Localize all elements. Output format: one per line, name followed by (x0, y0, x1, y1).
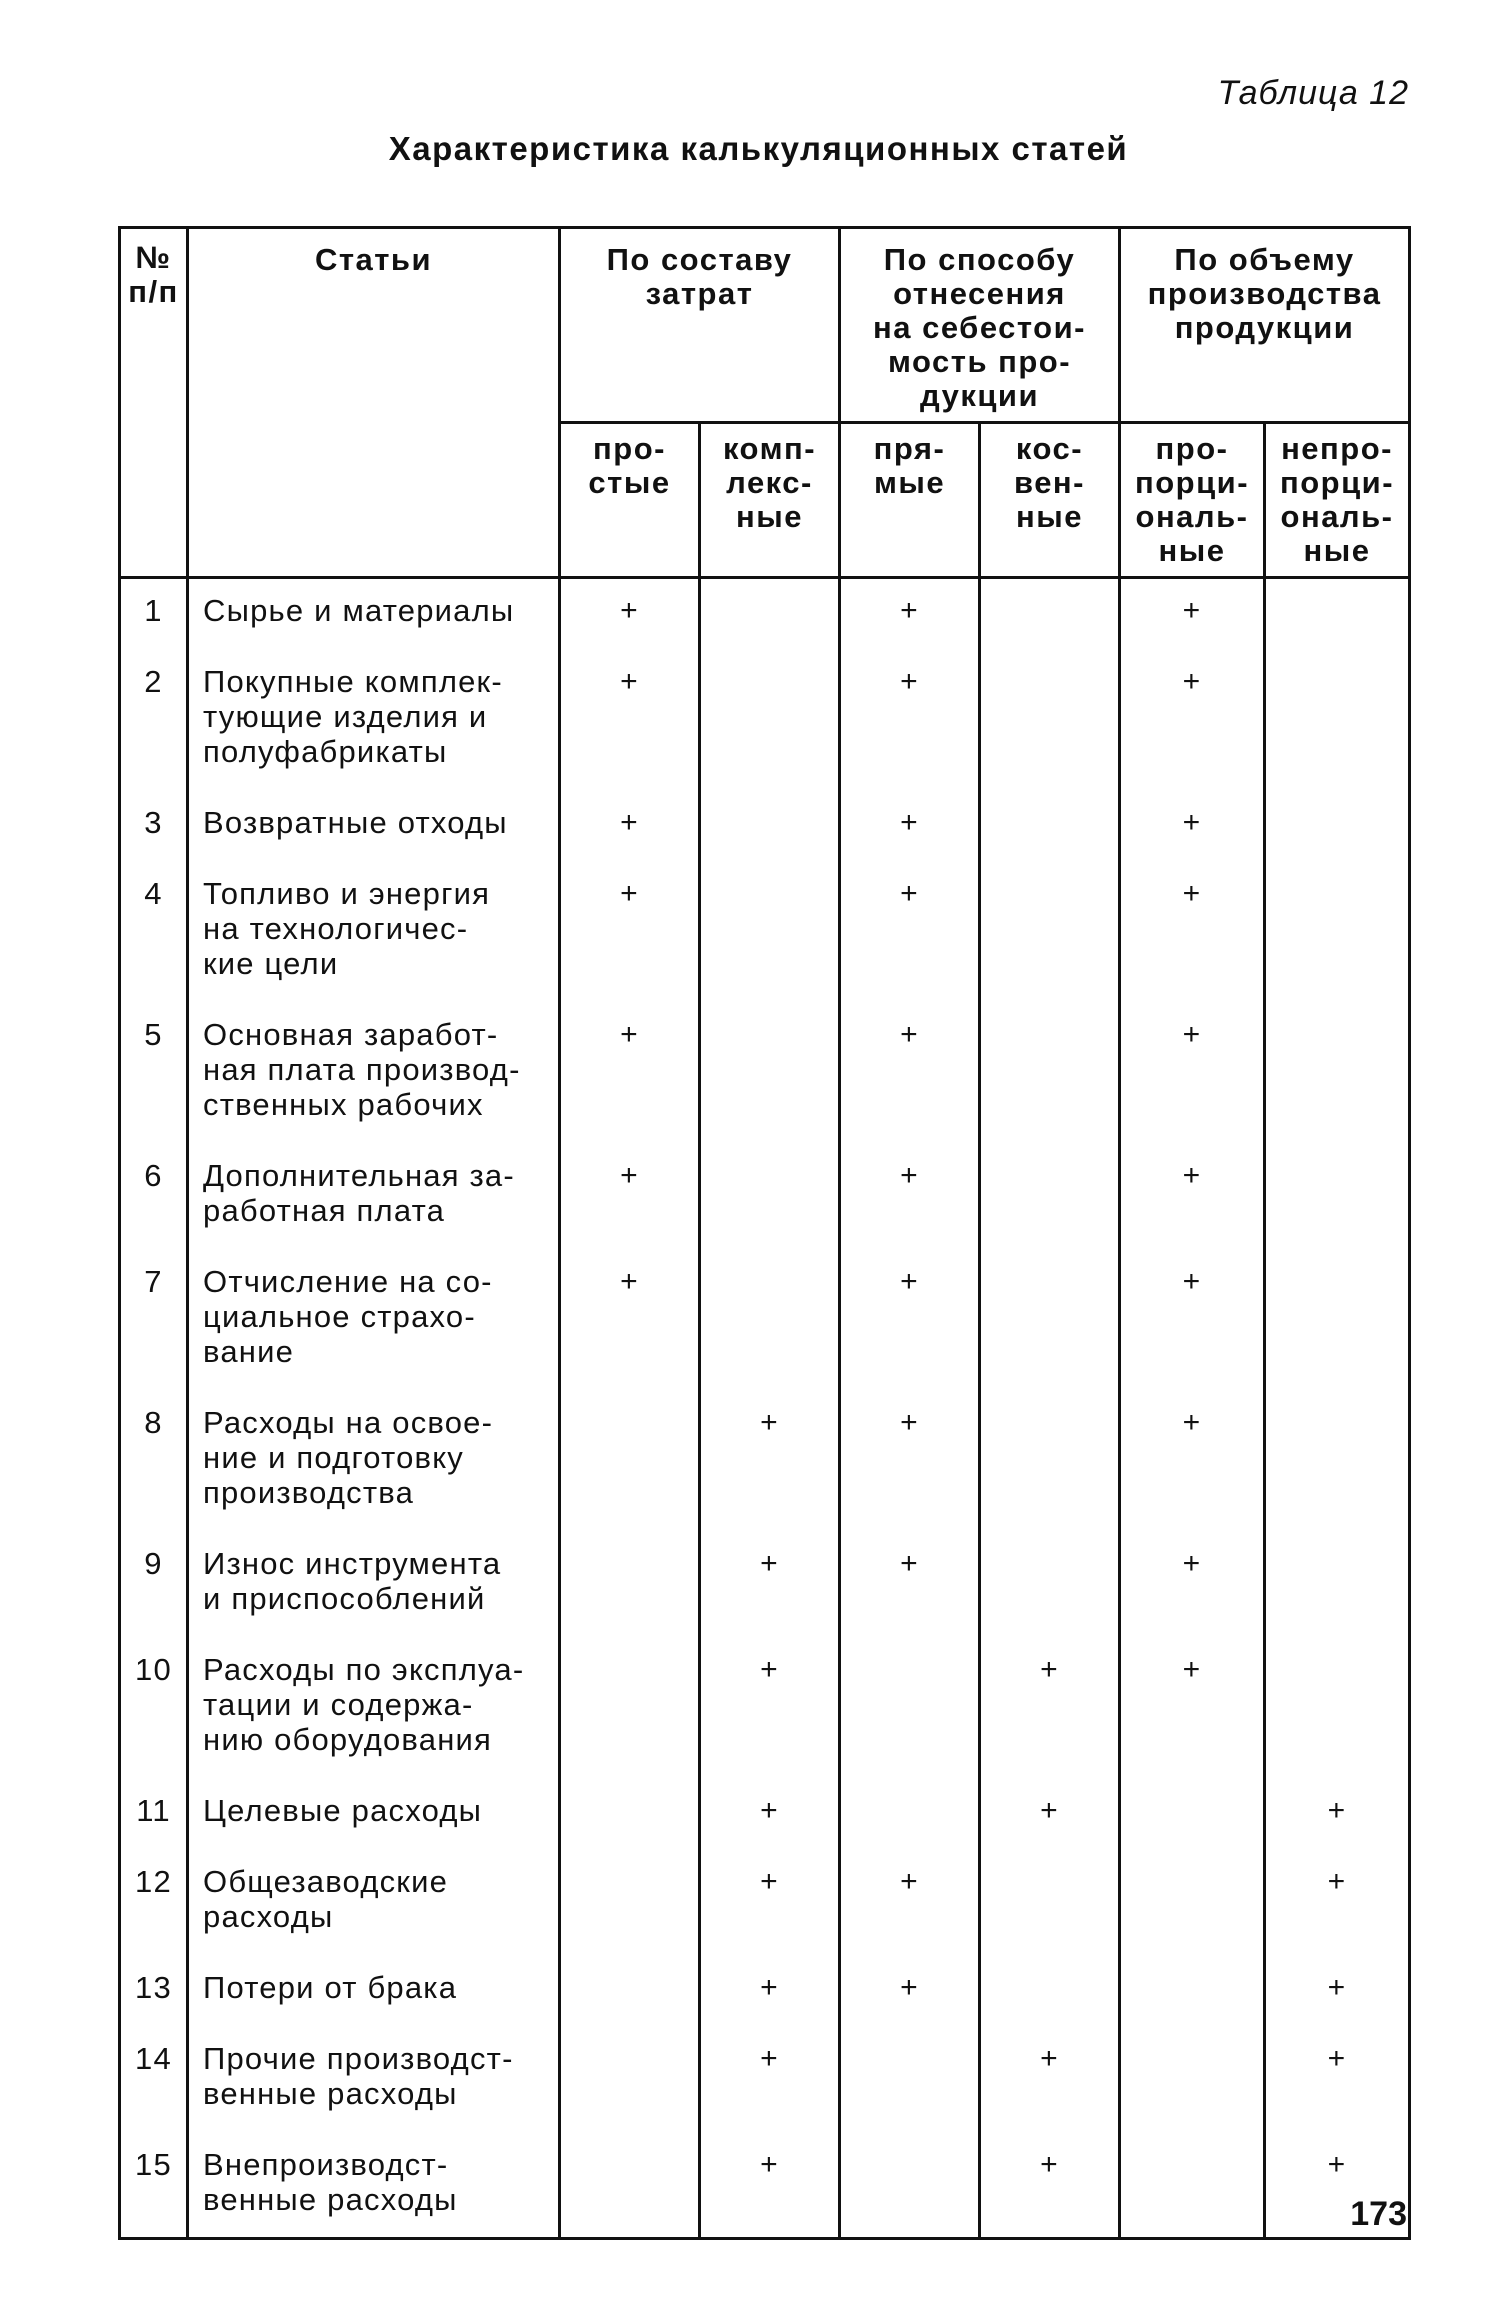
header-line: про- (593, 431, 666, 466)
header-line: порци- (1134, 465, 1250, 500)
table-row (120, 654, 1410, 795)
article-name (188, 1254, 560, 1395)
article-name-line: расходы (203, 1899, 334, 1934)
article-name (188, 1783, 560, 1854)
mark-indirect: + (980, 1783, 1120, 1854)
row-number: 13 (120, 1960, 188, 2031)
mark-complex (700, 1254, 840, 1395)
row-number: 6 (120, 1148, 188, 1254)
article-name-line: ственных рабочих (203, 1087, 484, 1122)
article-name-line: венные расходы (203, 2182, 458, 2217)
header-line: ональ- (1135, 499, 1249, 534)
article-name (188, 654, 560, 795)
table-row (120, 578, 1410, 655)
header-group-allocation-method (840, 228, 1120, 423)
header-num-line: № (135, 240, 172, 275)
header-line: ные (1303, 533, 1371, 568)
row-number: 15 (120, 2137, 188, 2239)
article-name-line: и приспособлений (203, 1581, 486, 1616)
article-name-line: Прочие производст- (203, 2041, 514, 2076)
mark-complex: + (700, 1536, 840, 1642)
article-name (188, 1642, 560, 1783)
header-group-production-volume (1120, 228, 1410, 423)
article-name (188, 1960, 560, 2031)
mark-complex (700, 795, 840, 866)
mark-direct (840, 1783, 980, 1854)
mark-proportional (1120, 2137, 1265, 2239)
mark-proportional: + (1120, 1254, 1265, 1395)
article-name-line: тующие изделия и (203, 699, 488, 734)
mark-proportional: + (1120, 866, 1265, 1007)
article-name-line: вание (203, 1334, 295, 1369)
mark-direct (840, 2137, 980, 2239)
mark-nonproportional (1265, 654, 1410, 795)
header-line: комп- (722, 431, 817, 466)
mark-simple: + (560, 866, 700, 1007)
article-name (188, 2137, 560, 2239)
table-row (120, 1007, 1410, 1148)
mark-indirect (980, 795, 1120, 866)
mark-simple: + (560, 1254, 700, 1395)
mark-nonproportional (1265, 1642, 1410, 1783)
table-row (120, 1783, 1410, 1854)
article-name-line: Топливо и энергия (203, 876, 491, 911)
mark-proportional: + (1120, 1536, 1265, 1642)
characteristics-table (118, 226, 1411, 2240)
mark-direct: + (840, 795, 980, 866)
article-name-line: производства (203, 1475, 415, 1510)
header-line: ональ- (1280, 499, 1394, 534)
row-number: 8 (120, 1395, 188, 1536)
row-number: 12 (120, 1854, 188, 1960)
article-name-line: венные расходы (203, 2076, 458, 2111)
article-name-line: полуфабрикаты (203, 734, 448, 769)
mark-nonproportional (1265, 578, 1410, 655)
mark-indirect (980, 1960, 1120, 2031)
mark-indirect (980, 1854, 1120, 1960)
row-number: 4 (120, 866, 188, 1007)
mark-complex: + (700, 2031, 840, 2137)
characteristics-table-wrapper (118, 226, 1408, 2240)
mark-nonproportional (1265, 1007, 1410, 1148)
mark-complex: + (700, 1395, 840, 1536)
header-articles: Статьи (188, 228, 560, 578)
header-line: мость про- (887, 344, 1072, 379)
header-line: ные (736, 499, 803, 534)
table-body (120, 578, 1410, 2239)
table-row (120, 866, 1410, 1007)
mark-indirect: + (980, 1642, 1120, 1783)
row-number: 2 (120, 654, 188, 795)
mark-proportional: + (1120, 578, 1265, 655)
header-sub-proportional (1120, 423, 1265, 578)
mark-simple: + (560, 654, 700, 795)
header-line: продукции (1174, 310, 1355, 345)
table-row (120, 1960, 1410, 2031)
table-row (120, 1254, 1410, 1395)
table-row (120, 2137, 1410, 2239)
table-title: Характеристика калькуляционных статей (388, 130, 1129, 167)
mark-complex: + (700, 1783, 840, 1854)
article-name-line: Потери от брака (203, 1970, 458, 2005)
article-name-line: Расходы по эксплуа- (203, 1652, 525, 1687)
mark-proportional: + (1120, 1395, 1265, 1536)
mark-complex: + (700, 2137, 840, 2239)
article-name-line: Дополнительная за- (203, 1158, 515, 1193)
mark-proportional (1120, 1854, 1265, 1960)
row-number: 14 (120, 2031, 188, 2137)
row-number: 1 (120, 578, 188, 655)
header-line: на себестои- (873, 310, 1086, 345)
mark-proportional: + (1120, 654, 1265, 795)
article-name (188, 1854, 560, 1960)
article-name (188, 866, 560, 1007)
mark-direct: + (840, 866, 980, 1007)
table-row (120, 1148, 1410, 1254)
mark-indirect (980, 1395, 1120, 1536)
mark-direct: + (840, 1395, 980, 1536)
row-number: 3 (120, 795, 188, 866)
header-line: По составу (606, 242, 793, 277)
header-sub-direct (840, 423, 980, 578)
mark-complex (700, 654, 840, 795)
mark-proportional: + (1120, 1148, 1265, 1254)
header-num-line: п/п (128, 274, 179, 309)
mark-simple: + (560, 1007, 700, 1148)
mark-direct: + (840, 1007, 980, 1148)
header-line: порци- (1280, 465, 1395, 500)
mark-simple (560, 2137, 700, 2239)
article-name-line: Возвратные отходы (203, 805, 508, 840)
header-group-cost-composition (560, 228, 840, 423)
mark-complex (700, 1007, 840, 1148)
row-number: 11 (120, 1783, 188, 1854)
mark-nonproportional: + (1265, 1854, 1410, 1960)
mark-indirect: + (980, 2031, 1120, 2137)
mark-nonproportional (1265, 795, 1410, 866)
mark-proportional: + (1120, 1007, 1265, 1148)
mark-indirect (980, 578, 1120, 655)
mark-nonproportional (1265, 1148, 1410, 1254)
header-line: По объему (1174, 242, 1355, 277)
mark-simple: + (560, 1148, 700, 1254)
mark-indirect (980, 1536, 1120, 1642)
mark-nonproportional: + (1265, 2031, 1410, 2137)
mark-direct: + (840, 578, 980, 655)
row-number: 7 (120, 1254, 188, 1395)
table-row (120, 1642, 1410, 1783)
mark-complex: + (700, 1960, 840, 2031)
header-line: стые (588, 465, 671, 500)
mark-nonproportional: + (1265, 1960, 1410, 2031)
article-name-line: Отчисление на со- (203, 1264, 493, 1299)
mark-nonproportional: + (1265, 2137, 1410, 2239)
header-line: ные (1158, 533, 1226, 568)
header-line: мые (873, 465, 946, 500)
article-name (188, 795, 560, 866)
header-num (120, 228, 188, 578)
mark-complex (700, 578, 840, 655)
mark-complex: + (700, 1854, 840, 1960)
mark-direct: + (840, 1960, 980, 2031)
article-name-line: ная плата производ- (203, 1052, 521, 1087)
mark-indirect (980, 654, 1120, 795)
mark-indirect (980, 866, 1120, 1007)
table-row (120, 1854, 1410, 1960)
table-row (120, 1536, 1410, 1642)
table-row (120, 2031, 1410, 2137)
mark-complex: + (700, 1642, 840, 1783)
header-line: ные (1016, 499, 1083, 534)
header-line: производства (1147, 276, 1382, 311)
article-name (188, 1148, 560, 1254)
mark-simple (560, 1783, 700, 1854)
mark-indirect: + (980, 2137, 1120, 2239)
header-line: дукции (920, 378, 1039, 413)
mark-nonproportional: + (1265, 1783, 1410, 1854)
article-name-line: на технологичес- (203, 911, 469, 946)
header-line: про- (1155, 431, 1229, 466)
mark-simple (560, 2031, 700, 2137)
mark-direct: + (840, 1148, 980, 1254)
article-name-line: ние и подготовку (203, 1440, 465, 1475)
article-name-line: работная плата (203, 1193, 446, 1228)
row-number: 5 (120, 1007, 188, 1148)
mark-direct (840, 1642, 980, 1783)
mark-simple: + (560, 578, 700, 655)
article-name-line: Внепроизводст- (203, 2147, 449, 2182)
mark-indirect (980, 1007, 1120, 1148)
article-name-line: Общезаводские (203, 1864, 449, 1899)
mark-proportional (1120, 1783, 1265, 1854)
mark-proportional: + (1120, 795, 1265, 866)
mark-nonproportional (1265, 1395, 1410, 1536)
mark-simple (560, 1854, 700, 1960)
article-name (188, 1007, 560, 1148)
article-name-line: Основная заработ- (203, 1017, 499, 1052)
mark-proportional: + (1120, 1642, 1265, 1783)
mark-simple: + (560, 795, 700, 866)
article-name (188, 1395, 560, 1536)
article-name-line: Целевые расходы (203, 1793, 483, 1828)
article-name-line: Сырье и материалы (203, 593, 515, 628)
mark-direct: + (840, 654, 980, 795)
header-line: отнесения (893, 276, 1066, 311)
header-sub-nonproportional (1265, 423, 1410, 578)
article-name-line: тации и содержа- (203, 1687, 474, 1722)
article-name-line: Расходы на освое- (203, 1405, 494, 1440)
table-label: Таблица 12 (1217, 74, 1409, 112)
mark-simple (560, 1395, 700, 1536)
article-name (188, 578, 560, 655)
header-sub-indirect (980, 423, 1120, 578)
header-line: лекс- (726, 465, 813, 500)
table-row (120, 1395, 1410, 1536)
header-line: По способу (883, 242, 1076, 277)
mark-nonproportional (1265, 866, 1410, 1007)
article-name (188, 1536, 560, 1642)
mark-direct (840, 2031, 980, 2137)
mark-direct: + (840, 1254, 980, 1395)
header-sub-complex (700, 423, 840, 578)
article-name-line: нию оборудования (203, 1722, 493, 1757)
mark-proportional (1120, 1960, 1265, 2031)
mark-simple (560, 1642, 700, 1783)
mark-nonproportional (1265, 1536, 1410, 1642)
header-line: вен- (1014, 465, 1085, 500)
article-name-line: Покупные комплек- (203, 664, 503, 699)
header-sub-simple (560, 423, 700, 578)
mark-direct: + (840, 1854, 980, 1960)
row-number: 9 (120, 1536, 188, 1642)
header-line: непро- (1281, 431, 1393, 466)
mark-simple (560, 1536, 700, 1642)
header-line: затрат (645, 276, 754, 311)
header-line: кос- (1015, 431, 1084, 466)
row-number: 10 (120, 1642, 188, 1783)
mark-complex (700, 866, 840, 1007)
mark-indirect (980, 1148, 1120, 1254)
article-name-line: кие цели (203, 946, 339, 981)
table-header (120, 228, 1410, 578)
page-number: 173 (1350, 2195, 1407, 2233)
mark-simple (560, 1960, 700, 2031)
mark-indirect (980, 1254, 1120, 1395)
article-name (188, 2031, 560, 2137)
header-line: пря- (873, 431, 946, 466)
mark-proportional (1120, 2031, 1265, 2137)
header-row-groups (120, 228, 1410, 423)
mark-direct: + (840, 1536, 980, 1642)
article-name-line: Износ инструмента (203, 1546, 502, 1581)
mark-complex (700, 1148, 840, 1254)
table-row (120, 795, 1410, 866)
article-name-line: циальное страхо- (203, 1299, 476, 1334)
mark-nonproportional (1265, 1254, 1410, 1395)
